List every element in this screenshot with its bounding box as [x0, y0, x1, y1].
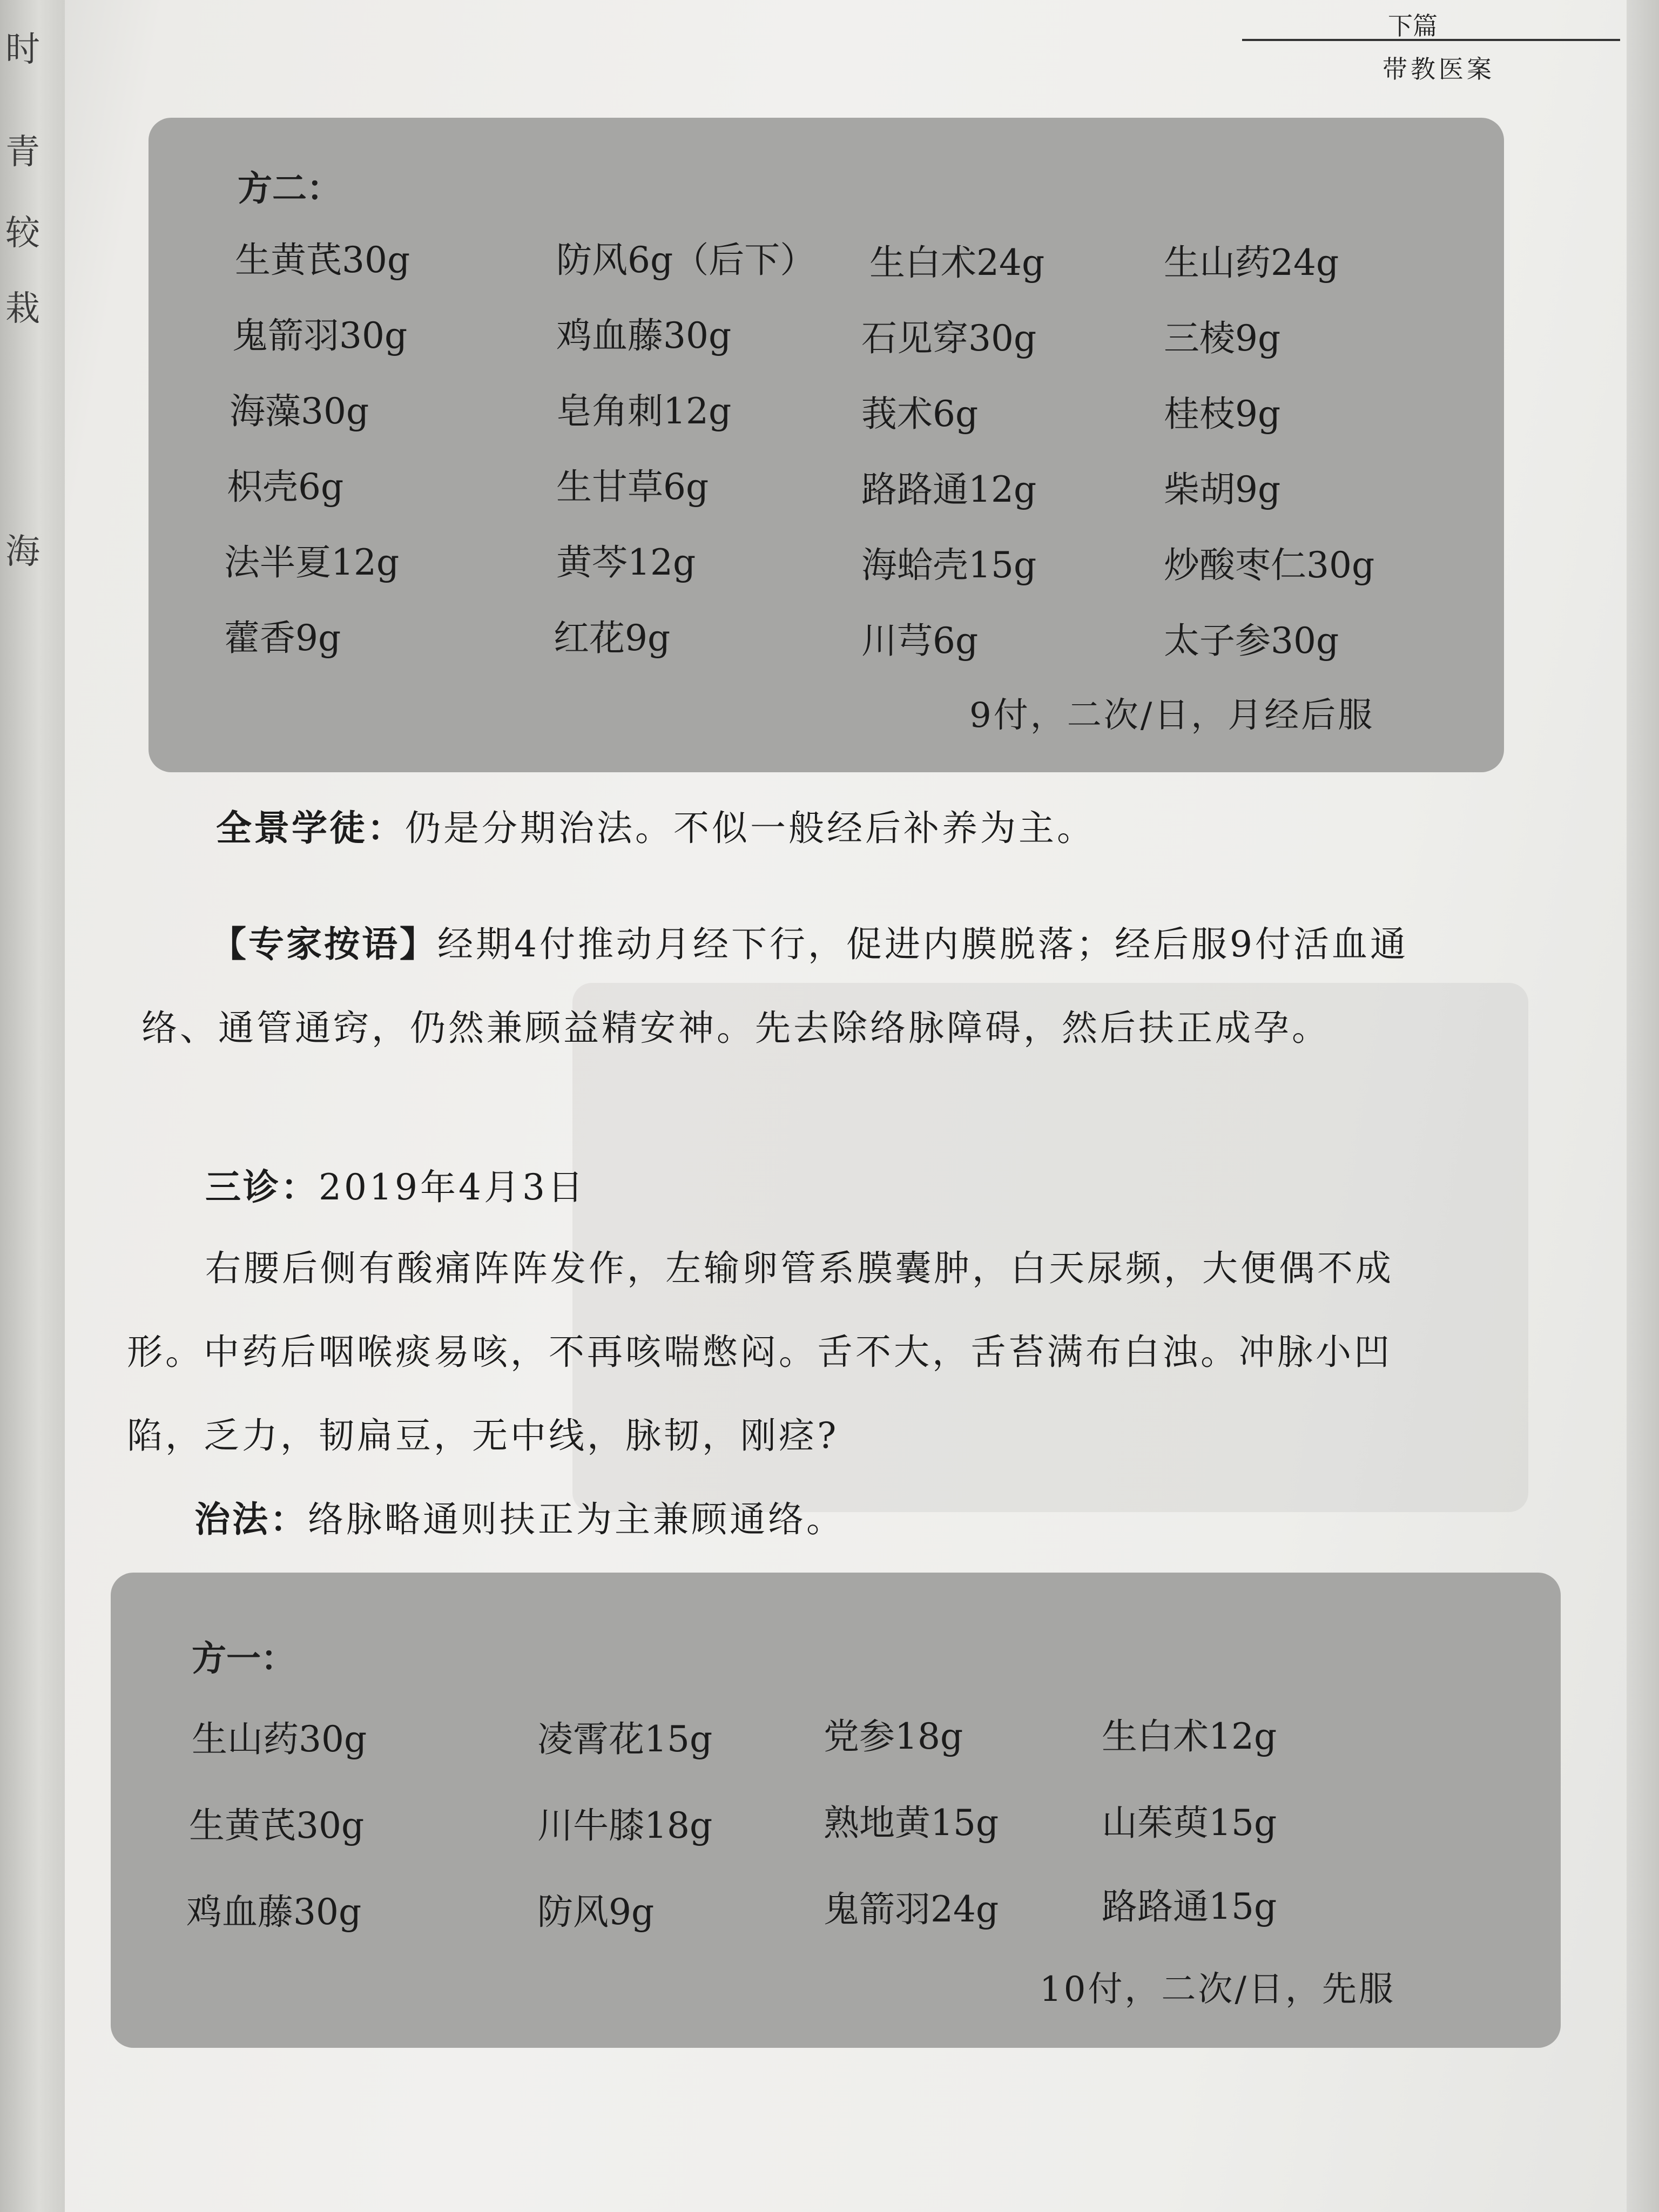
student-note	[216, 799, 1095, 851]
expert-note-line1	[211, 915, 1408, 967]
prescription-two-title: 方二：	[238, 168, 341, 209]
prescription-two-dosage: 9付，二次/日，月经后服	[969, 696, 1375, 736]
herb-item: 莪术6g	[861, 393, 979, 435]
edge-char: 时	[5, 30, 40, 70]
herb-item: 三棱9g	[1164, 318, 1281, 359]
third-visit-line1: 右腰后侧有酸痛阵阵发作，左输卵管系膜囊肿，白天尿频，大便偶不成	[205, 1247, 1394, 1289]
third-visit-line3: 陷，乏力，韧扁豆，无中线，脉韧，刚痉?	[127, 1415, 839, 1456]
edge-char: 青	[5, 132, 40, 172]
student-note-label: 全景学徒：	[216, 807, 405, 849]
edge-char: 栽	[5, 289, 40, 329]
herb-item: 山茱萸15g	[1102, 1802, 1277, 1844]
herb-item: 法半夏12g	[224, 542, 400, 583]
herb-item: 鬼箭羽24g	[824, 1889, 999, 1930]
header-section: 下篇	[1388, 11, 1438, 41]
expert-note-line2: 络、通管通窍，仍然兼顾益精安神。先去除络脉障碍，然后扶正成孕。	[141, 1007, 1330, 1049]
edge-char: 较	[5, 213, 40, 253]
third-visit-date: 2019年4月3日	[319, 1166, 586, 1208]
treatment	[194, 1491, 845, 1542]
herb-item: 生白术24g	[869, 242, 1045, 284]
prescription-two-box	[149, 118, 1504, 772]
herb-item: 熟地黄15g	[824, 1802, 999, 1844]
herb-item: 藿香9g	[224, 617, 341, 659]
herb-item: 炒酸枣仁30g	[1164, 544, 1375, 586]
herb-item: 凌霄花15g	[537, 1718, 713, 1760]
herb-item: 枳壳6g	[227, 466, 344, 508]
herb-item: 生黄芪30g	[235, 239, 410, 281]
third-visit-line2: 形。中药后咽喉痰易咳，不再咳喘憋闷。舌不大，舌苔满布白浊。冲脉小凹	[127, 1331, 1392, 1373]
herb-item: 路路通15g	[1102, 1886, 1277, 1927]
herb-item: 黄芩12g	[556, 542, 696, 583]
adjacent-page-edge	[0, 0, 65, 2212]
herb-item: 生黄芪30g	[189, 1805, 365, 1846]
page-right-edge	[1627, 0, 1659, 2212]
herb-item: 川牛膝18g	[537, 1805, 713, 1846]
herb-item: 红花9g	[554, 617, 671, 659]
herb-item: 鸡血藤30g	[556, 315, 732, 356]
edge-char: 海	[5, 532, 40, 572]
herb-item: 桂枝9g	[1164, 393, 1281, 435]
herb-item: 生甘草6g	[556, 466, 709, 508]
herb-item: 海蛤壳15g	[861, 544, 1037, 586]
herb-item: 路路通12g	[861, 469, 1037, 510]
herb-item: 川芎6g	[861, 620, 979, 662]
header-title: 带教医案	[1382, 55, 1495, 84]
herb-item: 党参18g	[824, 1716, 963, 1757]
treatment-text: 络脉略通则扶正为主兼顾通络。	[308, 1499, 845, 1540]
herb-item: 海藻30g	[230, 390, 369, 432]
herb-item: 太子参30g	[1164, 620, 1339, 662]
herb-item: 鸡血藤30g	[186, 1891, 362, 1933]
herb-item: 生山药30g	[192, 1718, 367, 1760]
herb-item: 生山药24g	[1164, 242, 1339, 284]
herb-item: 防风9g	[537, 1891, 655, 1933]
third-visit-label: 三诊：	[205, 1166, 319, 1208]
expert-note-label: 【专家按语】	[211, 923, 437, 965]
prescription-one-title: 方一：	[192, 1638, 295, 1679]
herb-item: 生白术12g	[1102, 1716, 1277, 1757]
student-note-text: 仍是分期治法。不似一般经后补养为主。	[405, 807, 1095, 849]
treatment-label: 治法：	[194, 1499, 308, 1540]
herb-item: 防风6g（后下）	[556, 239, 816, 281]
herb-item: 石见穿30g	[861, 318, 1037, 359]
herb-item: 鬼箭羽30g	[232, 315, 408, 356]
third-visit-heading	[205, 1158, 586, 1210]
herb-item: 皂角刺12g	[556, 390, 732, 432]
herb-item: 柴胡9g	[1164, 469, 1281, 510]
prescription-one-dosage: 10付，二次/日，先服	[1040, 1970, 1395, 2009]
prescription-one-box	[111, 1573, 1561, 2048]
expert-note-text1: 经期4付推动月经下行，促进内膜脱落；经后服9付活血通	[437, 923, 1408, 965]
